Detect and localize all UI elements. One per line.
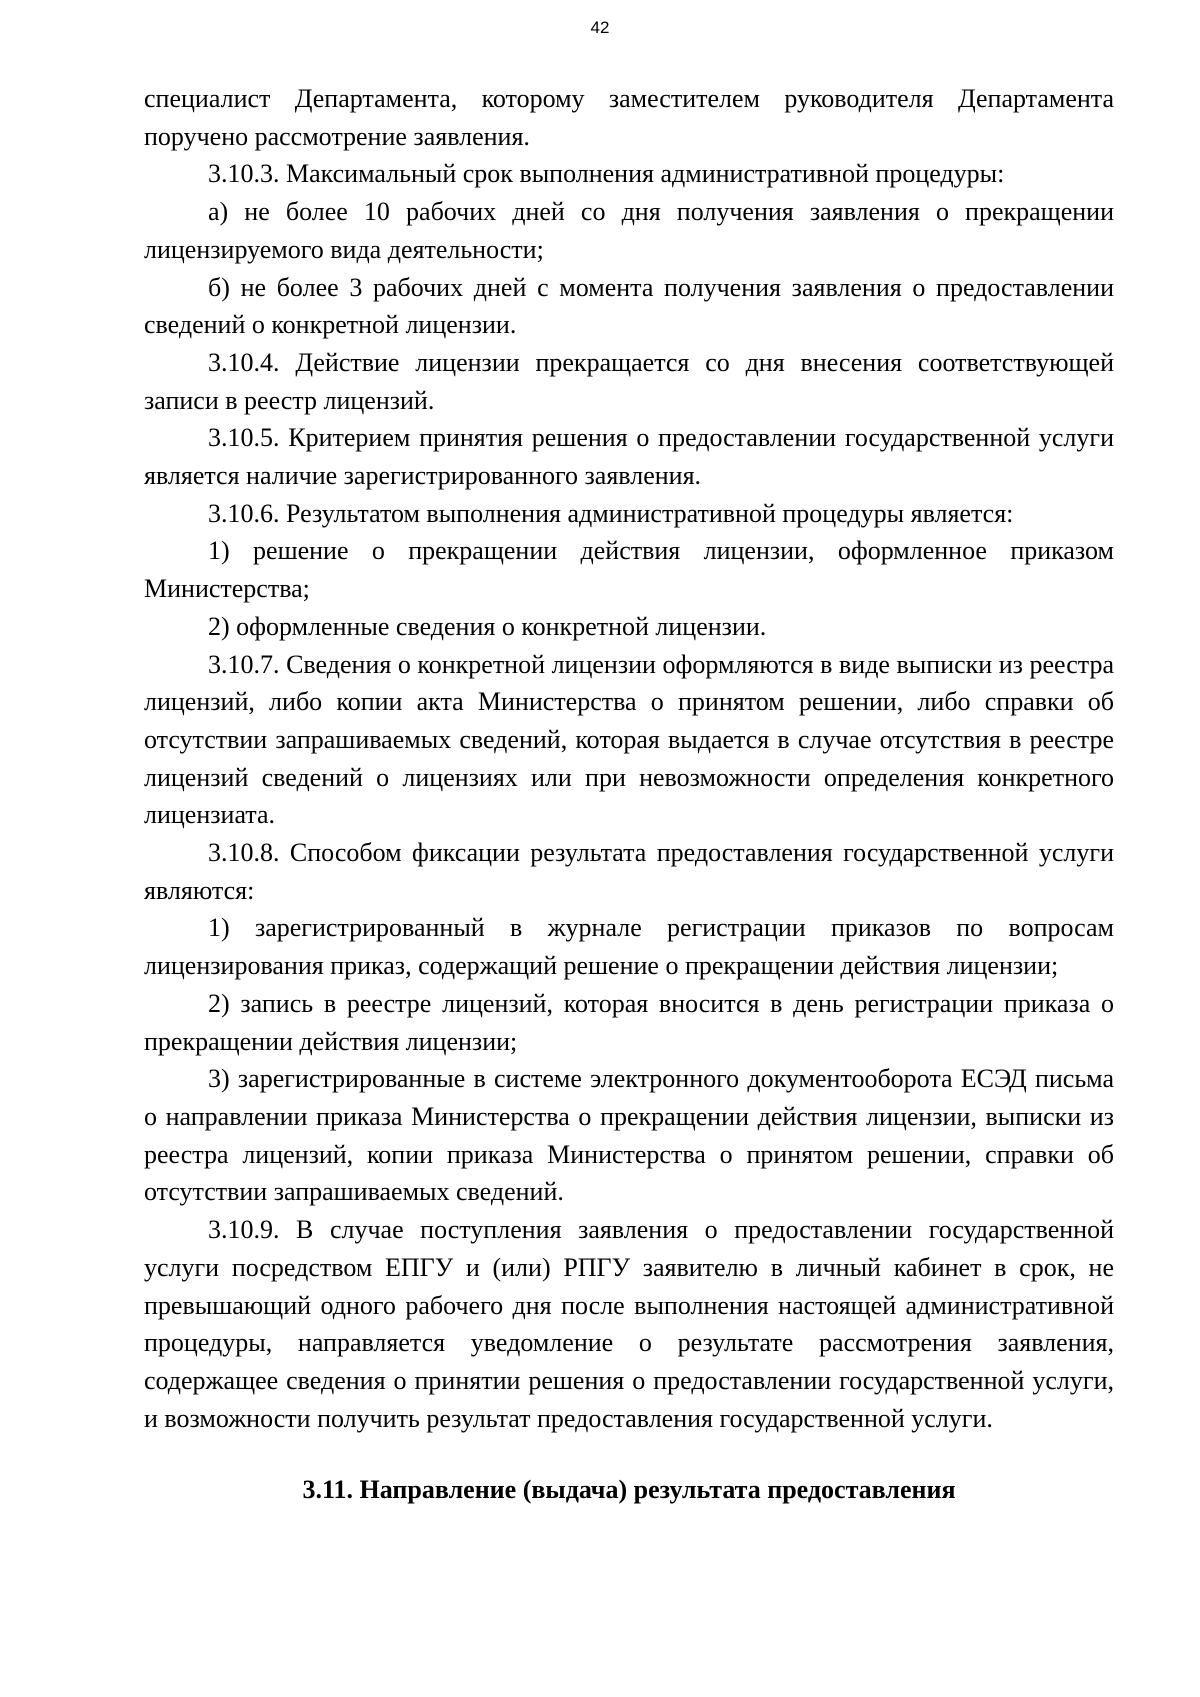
list-item-a: а) не более 10 рабочих дней со дня получения заявления о прекращении лицензируемого вида деятельности; <box>144 197 1114 264</box>
list-item-b: б) не более 3 рабочих дней с момента получения заявления о предоставлении сведений о конкретной лицензии. <box>144 272 1114 340</box>
section-heading: 3.11. Направление (выдача) результата предоставления <box>302 1475 956 1505</box>
paragraph-3-10-3: 3.10.3. Максимальный срок выполнения административной процедуры: <box>208 159 1005 189</box>
paragraph-continuation: специалист Департамента, которому заместителем руководителя Департамента поручено рассмотрение заявления. <box>144 84 1114 151</box>
paragraph-3-10-6: 3.10.6. Результатом выполнения административной процедуры является: <box>208 498 1014 528</box>
paragraph-3-10-8: 3.10.8. Способом фиксации результата предоставления государственной услуги являются: <box>144 838 1114 905</box>
list-item-1: 1) решение о прекращении действия лицензии, оформленное приказом Министерства; <box>144 536 1114 604</box>
paragraph-3-10-4: 3.10.4. Действие лицензии прекращается со дня внесения соответствующей записи в реестр лицензий. <box>144 347 1114 415</box>
paragraph-3-10-9: 3.10.9. В случае поступления заявления о предоставлении государственной услуги посредством ЕПГУ и (или) РПГУ заявителю в личный кабинет в срок, не превышающий одного рабочего дня после выполнения настоящей административной процедуры, направляется уведомление о результате рассмотрения заявления, содержащее сведения о принятии решения о предоставлении государственной услуги, и возможности получить результат предоставления государственной услуги. <box>144 1215 1114 1433</box>
paragraph-3-10-7: 3.10.7. Сведения о конкретной лицензии оформляются в виде выписки из реестра лицензий, либо копии акта Министерства о принятом решении, либо справки об отсутствии запрашиваемых сведений, которая выдается в случае отсутствия в реестре лицензий сведений о лицензиях или при невозможности определения конкретного лицензиата. <box>144 649 1114 830</box>
document-body <box>144 80 1114 1509</box>
list-item-3: 3) зарегистрированные в системе электронного документооборота ЕСЭД письма о направлении приказа Министерства о прекращении действия лицензии, выписки из реестра лицензий, копии приказа Министерства о принятом решении, справки об отсутствии запрашиваемых сведений. <box>144 1064 1114 1207</box>
list-item-2: 2) запись в реестре лицензий, которая вносится в день регистрации приказа о прекращении действия лицензии; <box>144 988 1114 1056</box>
list-item-1: 1) зарегистрированный в журнале регистрации приказов по вопросам лицензирования приказ, содержащий решение о прекращении действия лицензии; <box>144 913 1114 981</box>
list-item-2: 2) оформленные сведения о конкретной лицензии. <box>208 611 767 641</box>
paragraph-3-10-5: 3.10.5. Критерием принятия решения о предоставлении государственной услуги является наличие зарегистрированного заявления. <box>144 423 1114 491</box>
page-number: 42 <box>590 18 610 37</box>
